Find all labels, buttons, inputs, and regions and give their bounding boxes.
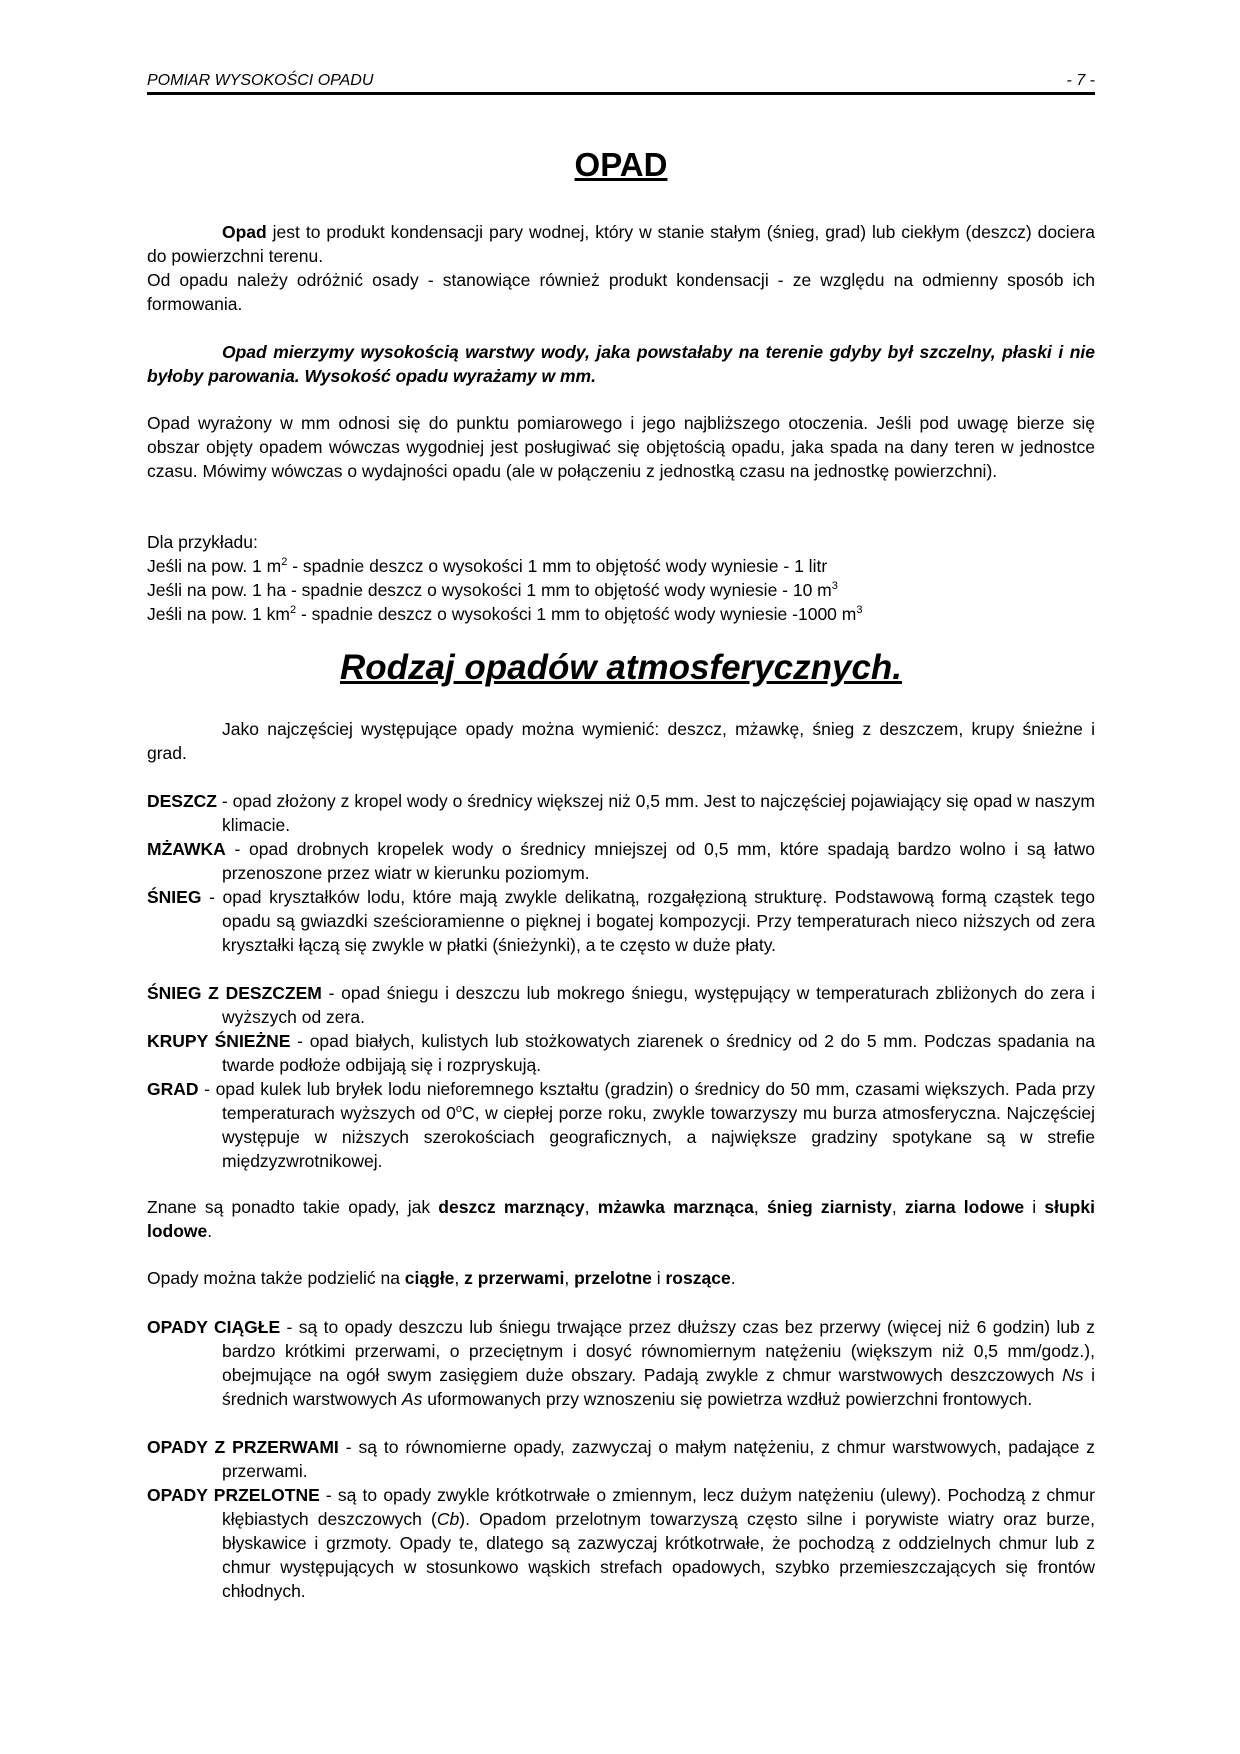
bold-term: OPADY PRZELOTNE [147, 1485, 320, 1505]
text-run: - opad kryształków lodu, które mają zwykle delikatną, rozgałęzioną strukturę. Podstawową formą cząstek tego opadu są gwiazdki sześcioramienne o pięknej i bogatej kompozycji. Przy temperaturach nieco niższych od zera kryształki łączą się zwykle w płatki (śnieżynki), a te często w duże płaty. [201, 887, 1095, 955]
bold-term: Opad [222, 222, 267, 242]
bold-term: DESZCZ [147, 791, 217, 811]
bold-term: przelotne [574, 1268, 652, 1288]
paragraph [147, 411, 1095, 483]
text-run: , [891, 1197, 905, 1217]
superscript: 2 [281, 556, 288, 569]
text-run: - są to równomierne opady, zazwyczaj o małym natężeniu, z chmur warstwowych, padające z przerwami. [222, 1437, 1096, 1481]
text-run: Od opadu należy odróżnić osady - stanowiące również produkt kondensacji - ze względu na odmienny sposób ich formowania. [147, 270, 1095, 314]
text-run: i [1024, 1197, 1045, 1217]
bold-term: GRAD [147, 1079, 199, 1099]
paragraph [147, 837, 1095, 885]
paragraph [147, 1029, 1095, 1077]
text-run: i [651, 1268, 666, 1288]
superscript: 3 [831, 580, 838, 593]
running-header [147, 70, 1095, 95]
text-run: Znane są ponadto takie opady, jak [147, 1197, 439, 1217]
text-run: . [730, 1268, 736, 1288]
bold-term: OPADY CIĄGŁE [147, 1317, 281, 1337]
paragraph [147, 1483, 1095, 1603]
bold-term: słupki lodowe [147, 1197, 1095, 1241]
paragraph [147, 602, 1095, 626]
text-run: Opady można także podzielić na [147, 1268, 405, 1288]
text-run: Jeśli na pow. 1 m [147, 556, 282, 576]
bold-term: deszcz marznący [438, 1197, 585, 1217]
header-title: POMIAR WYSOKOŚCI OPADU [147, 72, 374, 89]
text-run: C, w ciepłej porze roku, zwykle towarzyszy mu burza atmosferyczna. Najczęściej występuje w niższych szerokościach geograficznych, a największe gradziny spotykane są w strefie międzyzwrotnikowej. [222, 1103, 1095, 1171]
paragraph [147, 1266, 1095, 1290]
paragraph [147, 885, 1095, 957]
superscript: o [455, 1103, 462, 1116]
text-run: , [584, 1197, 598, 1217]
text-run: - opad drobnych kropelek wody o średnicy mniejszej od 0,5 mm, które spadają bardzo wolno i są łatwo przenoszone przez wiatr w kierunku poziomym. [222, 839, 1095, 883]
text-run: Cb [436, 1509, 460, 1529]
bold-term: Opad mierzymy wysokością warstwy wody, jaka powstałaby na terenie gdyby był szczelny, płaski i nie byłoby parowania. Wysokość opadu wyrażamy w mm. [147, 342, 1095, 386]
paragraph [147, 268, 1095, 316]
text-run: , [753, 1197, 767, 1217]
text-run: Jako najczęściej występujące opady można wymienić: deszcz, mżawkę, śnieg z deszczem, krupy śnieżne i grad. [147, 719, 1095, 763]
bold-term: MŻAWKA [147, 839, 226, 859]
bold-term: mżawka marznąca [597, 1197, 754, 1217]
bold-term: ŚNIEG Z DESZCZEM [147, 983, 322, 1003]
paragraph [147, 1195, 1095, 1243]
text-run: jest to produkt kondensacji pary wodnej, który w stanie stałym (śnieg, grad) lub ciekłym (deszcz) dociera do powierzchni terenu. [147, 222, 1095, 266]
section-heading: Rodzaj opadów atmosferycznych. [339, 648, 903, 687]
paragraph [147, 340, 1095, 388]
text-run: Jeśli na pow. 1 km [147, 604, 290, 624]
paragraph [147, 717, 1095, 765]
paragraph [147, 1435, 1095, 1483]
text-run: Dla przykładu: [147, 532, 258, 552]
text-run: - opad złożony z kropel wody o średnicy większej niż 0,5 mm. Jest to najczęściej pojawiający się opad w naszym klimacie. [217, 791, 1095, 835]
paragraph [147, 1315, 1095, 1411]
text-run: Ns [1062, 1365, 1084, 1385]
text-run: uformowanych przy wznoszeniu się powietrza wzdłuż powierzchni frontowych. [422, 1389, 1033, 1409]
bold-term: roszące [665, 1268, 731, 1288]
page-title: OPAD [574, 146, 668, 183]
superscript: 3 [856, 604, 863, 617]
bold-term: z przerwami [464, 1268, 565, 1288]
bold-term: śnieg ziarnisty [766, 1197, 892, 1217]
bold-term: ziarna lodowe [904, 1197, 1025, 1217]
paragraph [147, 1077, 1095, 1173]
text-run: , [454, 1268, 465, 1288]
text-run: . [207, 1221, 213, 1241]
text-run: Jeśli na pow. 1 ha - spadnie deszcz o wysokości 1 mm to objętość wody wyniesie - 10 m [147, 580, 832, 600]
text-run: , [564, 1268, 575, 1288]
superscript: 2 [289, 604, 297, 617]
paragraph [147, 554, 1095, 578]
paragraph [147, 220, 1095, 268]
text-run: i średnich warstwowych [222, 1365, 1095, 1409]
text-run: - opad śniegu i deszczu lub mokrego śniegu, występujący w temperaturach zbliżonych do zera i wyższych od zera. [222, 983, 1095, 1027]
bold-term: OPADY Z PRZERWAMI [147, 1437, 339, 1457]
paragraph [147, 789, 1095, 837]
text-run: - opad kulek lub bryłek lodu nieforemnego kształtu (gradzin) o średnicy do 50 mm, czasami większych. Pada przy temperaturach wyższych od 0 [198, 1079, 1095, 1123]
page-number: - 7 - [1066, 72, 1095, 89]
text-run: Opad wyrażony w mm odnosi się do punktu pomiarowego i jego najbliższego otoczenia. Jeśli pod uwagę bierze się obszar objęty opadem wówczas wygodniej jest posługiwać się objętością opadu, jaka spada na dany teren w jednostce czasu. Mówimy wówczas o wydajności opadu (ale w połączeniu z jednostką czasu na jednostkę powierzchni). [147, 413, 1095, 481]
bold-term: KRUPY ŚNIEŻNE [147, 1031, 291, 1051]
text-run: - spadnie deszcz o wysokości 1 mm to objętość wody wyniesie - 1 litr [287, 556, 828, 576]
text-run: - są to opady deszczu lub śniegu trwające przez dłuższy czas bez przerwy (więcej niż 6 godzin) lub z bardzo krótkimi przerwami, o przeciętnym i dosyć równomiernym natężeniu (większym niż 0,5 mm/godz.), obejmujące na ogół swym zasięgiem duże obszary. Padają zwykle z chmur warstwowych deszczowych [222, 1317, 1095, 1385]
bold-term: ŚNIEG [147, 887, 202, 907]
paragraph [147, 530, 1095, 554]
text-run: - opad białych, kulistych lub stożkowatych ziarenek o średnicy od 2 do 5 mm. Podczas spadania na twarde podłoże odbijają się i rozpryskują. [222, 1031, 1095, 1075]
paragraph [147, 578, 1095, 602]
text-run: - są to opady zwykle krótkotrwałe o zmiennym, lecz dużym natężeniu (ulewy). Pochodzą z chmur kłębiastych deszczowych ( [222, 1485, 1095, 1529]
paragraph [147, 981, 1095, 1029]
bold-term: ciągłe [404, 1268, 455, 1288]
text-run: ). Opadom przelotnym towarzyszą często silne i porywiste wiatry oraz burze, błyskawice i grzmoty. Opady te, dlatego są zazwyczaj krótkotrwałe, że pochodzą z oddzielnych chmur lub z chmur występujących w stosunkowo wąskich strefach opadowych, szybko przemieszczających się frontów chłodnych. [222, 1509, 1095, 1601]
text-run: - spadnie deszcz o wysokości 1 mm to objętość wody wyniesie -1000 m [296, 604, 857, 624]
text-run: As [401, 1389, 423, 1409]
